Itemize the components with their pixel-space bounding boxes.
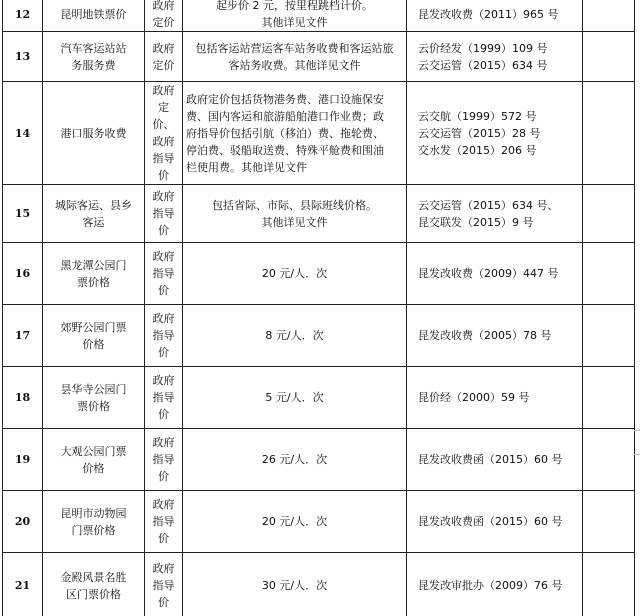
policy-basis-line: 昆发改收费（2009）447 号 [418,267,559,280]
price-content-line: 20 元/人．次 [261,515,328,528]
item-name [43,491,145,553]
policy-basis-line: 昆发改收费函（2015）60 号 [418,515,563,528]
price-content [183,0,407,32]
remarks-cell [583,0,635,32]
price-content [183,32,407,82]
item-name-line: 价格 [82,337,105,351]
remarks-cell [583,553,635,616]
item-name [43,0,145,32]
table-row [3,32,635,82]
item-name-line: 务服务费 [71,58,116,72]
pricing-form-line: 指导 [152,329,175,342]
pricing-form-line: 指导 [152,391,175,404]
pricing-form [145,82,183,185]
policy-basis-line: 昆交联发（2015）9 号 [418,215,534,229]
table-row [3,491,635,553]
table-row [3,553,635,616]
price-table-body [3,0,635,616]
policy-basis [407,305,583,367]
price-content-line: 包括客运站营运客车站务收费和客运站旅 [195,41,394,55]
pricing-form-line: 政府 [152,562,175,575]
pricing-form-line: 政府 [152,374,175,387]
item-name-line: 汽车客运站站 [60,41,127,55]
pricing-form [145,553,183,616]
pricing-form [145,429,183,491]
table-row [3,185,635,243]
item-name-line: 大观公园门票 [60,444,127,458]
policy-basis [407,429,583,491]
item-name-line: 昆明市动物园 [60,506,127,520]
price-content [183,553,407,616]
row-number: 21 [3,553,43,616]
policy-basis-line: 昆发改收费（2011）965 号 [418,7,559,21]
pricing-form-line: 指导 [152,515,175,528]
item-name-line: 昙华寺公园门 [60,382,127,396]
pricing-form-line: 价 [158,532,169,545]
price-content-line: 府指导价包括引航（移泊）费、拖轮费、 [186,126,384,140]
item-name-line: 港口服务收费 [60,126,127,140]
policy-basis [407,243,583,305]
price-content-line: 停泊费、驳船取送费、特殊平舱费和围油 [186,143,384,157]
pricing-form [145,243,183,305]
price-content-line: 其他详见文件 [261,215,328,229]
remarks-cell [583,305,635,367]
pricing-form-line: 价 [158,408,169,421]
pricing-form-line: 定价、 [152,101,175,131]
price-content-line: 20 元/人．次 [261,267,328,280]
pricing-form-line: 政府 [152,498,175,511]
policy-basis [407,491,583,553]
remarks-cell [583,367,635,429]
policy-basis-line: 昆发改收费（2005）78 号 [418,329,552,342]
item-name [43,305,145,367]
edge-mark [634,430,640,431]
remarks-cell [583,185,635,243]
pricing-form-line: 政府 [152,41,175,55]
pricing-form-line: 指导 [152,207,175,220]
row-number: 16 [3,243,43,305]
pricing-form-line: 政府 [152,84,175,97]
remarks-cell [583,429,635,491]
policy-basis-line: 云交运管（2015）28 号 [418,126,541,140]
pricing-form-line: 政府 [152,250,175,263]
row-number: 12 [3,0,43,32]
item-name-line: 客运 [82,215,105,229]
policy-basis-line: 昆发改收费函（2015）60 号 [418,453,563,466]
pricing-form-line: 指导 [152,152,175,165]
policy-basis-line: 昆价经（2000）59 号 [418,391,530,404]
item-name-line: 价格 [82,461,105,475]
item-name-line: 郊野公园门票 [60,320,127,334]
pricing-form-line: 价 [158,284,169,297]
pricing-form-line: 价 [158,470,169,483]
price-content-line: 栏使用费。其他详见文件 [186,160,307,174]
edge-mark [634,454,640,455]
pricing-form-line: 价 [158,169,169,182]
table-row [3,0,635,32]
price-content [183,243,407,305]
item-name [43,553,145,616]
item-name-line: 区门票价格 [66,587,121,601]
row-number: 14 [3,82,43,185]
table-row [3,305,635,367]
price-content-line: 客站务收费。其他详见文件 [228,58,361,72]
item-name [43,82,145,185]
pricing-form [145,0,183,32]
price-content-line: 费、国内客运和旅游船舶港口作业费；政 [186,109,384,123]
pricing-form [145,491,183,553]
item-name-line: 票价格 [77,275,110,289]
item-name [43,32,145,82]
policy-basis-line: 昆发改审批办（2009）76 号 [418,579,563,592]
price-content-line: 其他详见文件 [261,16,328,29]
price-content-line: 8 元/人．次 [265,329,324,342]
price-content [183,82,407,185]
policy-basis [407,185,583,243]
price-content [183,429,407,491]
price-content-line: 30 元/人．次 [261,579,328,592]
item-name-line: 黑龙潭公园门 [60,258,127,272]
remarks-cell [583,82,635,185]
item-name-line: 昆明地铁票价 [60,7,127,21]
policy-basis-line: 云交运管（2015）634 号、 [418,198,559,212]
pricing-form [145,32,183,82]
item-name [43,185,145,243]
pricing-form-line: 价 [158,224,169,237]
price-content [183,185,407,243]
table-row [3,243,635,305]
remarks-cell [583,243,635,305]
item-name-line: 门票价格 [71,523,116,537]
item-name-line: 金殿风景名胜 [60,570,127,584]
pricing-form-line: 价 [158,346,169,359]
policy-basis [407,553,583,616]
row-number: 17 [3,305,43,367]
pricing-form-line: 指导 [152,267,175,280]
pricing-form-line: 价 [158,596,169,609]
row-number: 19 [3,429,43,491]
pricing-form-line: 政府 [152,135,175,148]
item-name-line: 票价格 [77,399,110,413]
pricing-form-line: 政府 [152,0,175,12]
pricing-form-line: 定价 [152,16,175,29]
policy-basis [407,367,583,429]
price-content-line: 政府定价包括货物港务费、港口设施保安 [186,92,384,106]
policy-basis [407,82,583,185]
row-number: 13 [3,32,43,82]
item-name-line: 城际客运、县乡 [55,198,132,212]
item-name [43,367,145,429]
price-content-line: 26 元/人．次 [261,453,328,466]
pricing-form [145,367,183,429]
policy-basis-line: 云交航（1999）572 号 [418,109,537,123]
pricing-form-line: 定价 [152,58,175,72]
pricing-form [145,185,183,243]
item-name [43,243,145,305]
row-number: 18 [3,367,43,429]
price-content [183,305,407,367]
row-number: 15 [3,185,43,243]
pricing-form [145,305,183,367]
pricing-form-line: 指导 [152,579,175,592]
pricing-form-line: 政府 [152,436,175,449]
policy-basis-line: 云交运管（2015）634 号 [418,58,548,72]
pricing-form-line: 政府 [152,312,175,325]
policy-basis [407,0,583,32]
pricing-form-line: 政府 [152,190,175,203]
price-content [183,491,407,553]
policy-basis-line: 云价经发（1999）109 号 [418,41,548,55]
price-content-line: 包括省际、市际、县际班线价格。 [212,198,377,212]
remarks-cell [583,491,635,553]
pricing-form-line: 指导 [152,453,175,466]
item-name [43,429,145,491]
price-content-line: 5 元/人．次 [265,391,324,404]
price-table [2,0,635,616]
table-row [3,82,635,185]
price-content [183,367,407,429]
policy-basis-line: 交水发（2015）206 号 [418,143,537,157]
table-row [3,367,635,429]
policy-basis [407,32,583,82]
price-content-line: 起步价 2 元，按里程跳档计价。 [216,0,373,12]
table-row [3,429,635,491]
row-number: 20 [3,491,43,553]
remarks-cell [583,32,635,82]
